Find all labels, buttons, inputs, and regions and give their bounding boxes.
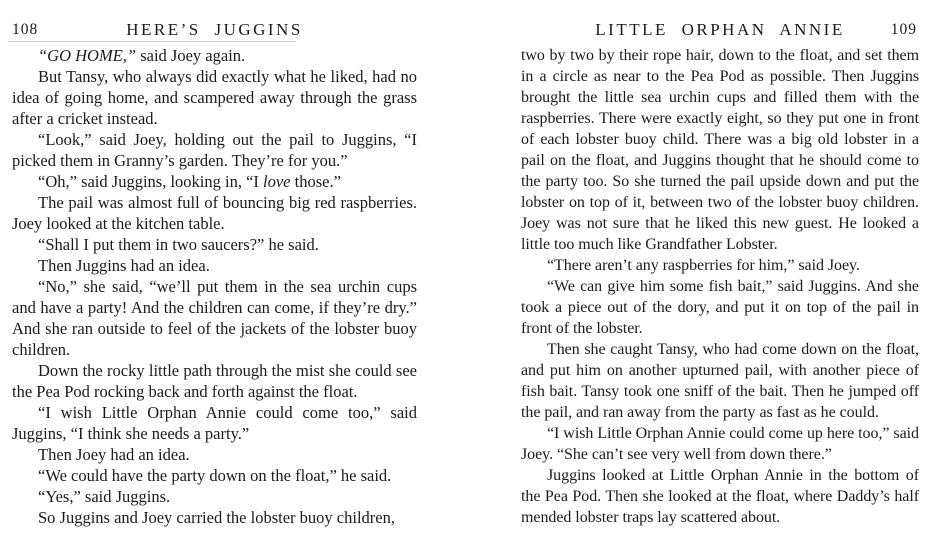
right-page-text xyxy=(521,45,919,528)
italic-text: love xyxy=(263,172,291,191)
paragraph: “Yes,” said Juggins. xyxy=(38,487,171,506)
left-page xyxy=(12,20,417,528)
paragraph: “Shall I put them in two saucers?” he said. xyxy=(38,235,319,254)
left-page-header xyxy=(12,20,417,42)
left-page-number: 108 xyxy=(12,21,39,38)
paragraph: “There aren’t any raspberries for him,” said Joey. xyxy=(547,257,860,274)
paragraph: “Oh,” said Juggins, looking in, “I love those.” xyxy=(38,172,341,191)
header-underline xyxy=(8,41,296,42)
right-page-number: 109 xyxy=(890,21,917,38)
paragraph: Down the rocky little path through the mist she could see the Pea Pod rocking back and forth against the float. xyxy=(12,361,417,401)
paragraph: “No,” she said, “we’ll put them in the sea urchin cups and have a party! And the children can come, if they’re dry.” And she ran outside to feel of the jackets of the lobster buoy children. xyxy=(12,277,417,359)
left-page-text xyxy=(12,45,417,528)
paragraph: “We could have the party down on the float,” he said. xyxy=(38,466,392,485)
paragraph: “GO HOME,” said Joey again. xyxy=(38,46,246,65)
paragraph: Then Joey had an idea. xyxy=(38,445,190,464)
paragraph: Then she caught Tansy, who had come down on the float, and put him on another upturned pail, with another piece of fish bait. Tansy took one sniff of the bait. Then he jumped off the pail, and ran away from the party as fast as he could. xyxy=(521,341,919,421)
paragraph: “Look,” said Joey, holding out the pail to Juggins, “I picked them in Granny’s garden. They’re for you.” xyxy=(12,130,417,170)
right-page xyxy=(521,20,919,528)
paragraph: Juggins looked at Little Orphan Annie in the bottom of the Pea Pod. Then she looked at the float, where Daddy’s half mended lobster traps lay scattered about. xyxy=(521,467,919,526)
right-running-head: LITTLE ORPHAN ANNIE xyxy=(595,20,845,39)
right-page-header xyxy=(521,20,919,42)
paragraph: So Juggins and Joey carried the lobster buoy children, xyxy=(38,508,395,527)
paragraph: “I wish Little Orphan Annie could come up here too,” said Joey. “She can’t see very well from down there.” xyxy=(521,425,919,463)
paragraph: Then Juggins had an idea. xyxy=(38,256,210,275)
italic-text: “GO HOME,” xyxy=(38,46,137,65)
paragraph: “I wish Little Orphan Annie could come too,” said Juggins, “I think she needs a party.” xyxy=(12,403,417,443)
paragraph: The pail was almost full of bouncing big red raspberries. Joey looked at the kitchen table. xyxy=(12,193,417,233)
paragraph: “We can give him some fish bait,” said Juggins. And she took a piece out of the dory, and put it on top of the pail in front of the lobster. xyxy=(521,278,919,337)
left-running-head: HERE’S JUGGINS xyxy=(126,20,303,39)
paragraph: two by two by their rope hair, down to the float, and set them in a circle as near to the Pea Pod as possible. Then Juggins brought the little sea urchin cups and filled them with the raspberries. There were exactly eight, so they put one in front of each lobster buoy child. There was a big old lobster in a pail on the float, and Juggins thought that he should come to the party too. So she turned the pail upside down and put the lobster on top of it, between two of the lobster buoy children. Joey was not sure that he liked this new guest. He looked a little too much like Grandfather Lobster. xyxy=(521,47,919,253)
paragraph: But Tansy, who always did exactly what he liked, had no idea of going home, and scampered away through the grass after a cricket instead. xyxy=(12,67,417,128)
